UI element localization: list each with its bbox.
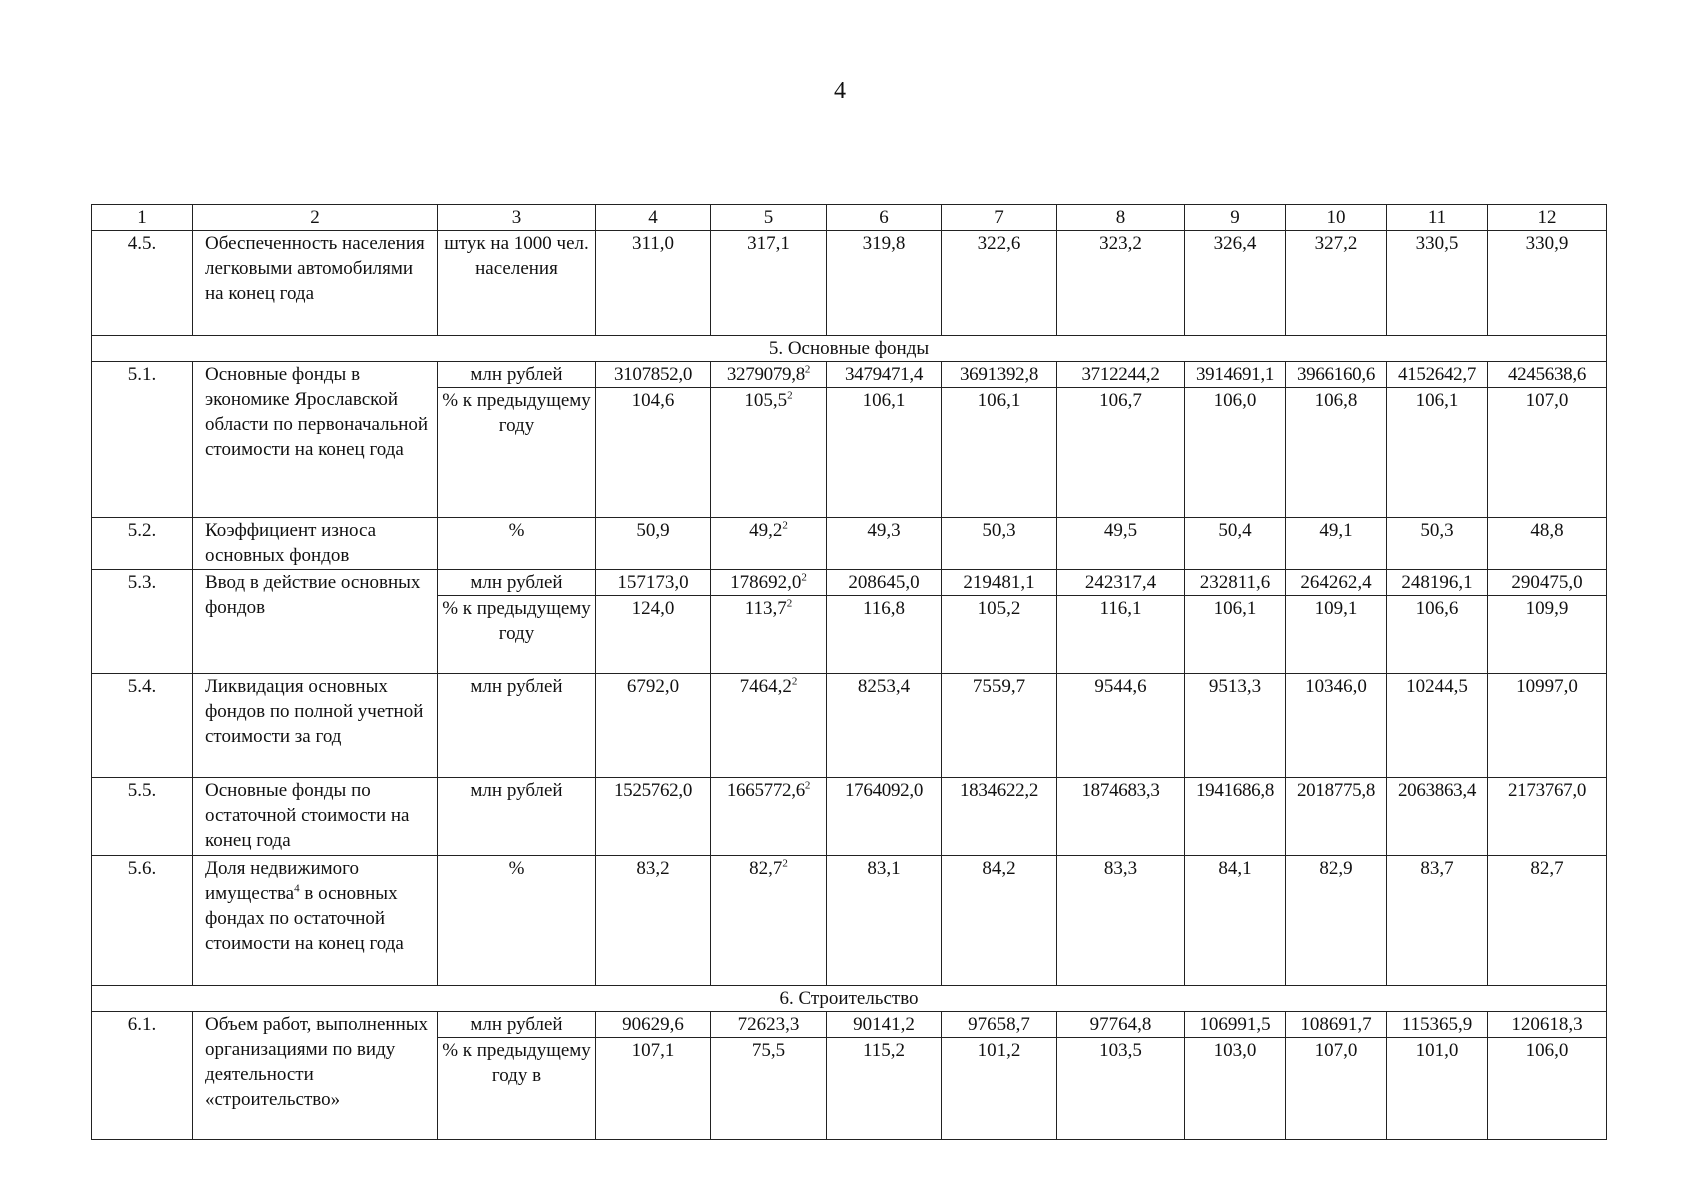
- cell-value: 49,3: [827, 518, 942, 570]
- cell-value: 106,8: [1286, 388, 1387, 518]
- row-unit: млн рублей: [438, 362, 596, 388]
- column-number: 1: [92, 205, 193, 231]
- cell-value: 3691392,8: [942, 362, 1057, 388]
- cell-value: 107,0: [1286, 1038, 1387, 1140]
- cell-value: 319,8: [827, 231, 942, 336]
- footnote-mark: 2: [782, 519, 788, 532]
- row-unit: млн рублей: [438, 778, 596, 856]
- cell-value: 83,2: [596, 856, 711, 986]
- cell-value-text: 178692,0: [730, 572, 802, 593]
- cell-value: 323,2: [1057, 231, 1185, 336]
- cell-value: 50,3: [942, 518, 1057, 570]
- row-unit: % к предыдущему году в: [438, 1038, 596, 1140]
- cell-value: 49,1: [1286, 518, 1387, 570]
- row-indicator: Коэффициент износа основных фондов: [193, 518, 438, 570]
- section-row: [92, 986, 1607, 1012]
- cell-value-text: 113,7: [744, 598, 787, 619]
- section-row: [92, 336, 1607, 362]
- column-number: 10: [1286, 205, 1387, 231]
- row-indicator: Основные фонды по остаточной стоимости на конец года: [193, 778, 438, 856]
- cell-value: 83,7: [1387, 856, 1488, 986]
- cell-value: 120618,3: [1488, 1012, 1607, 1038]
- cell-value: 104,6: [596, 388, 711, 518]
- cell-value: 49,5: [1057, 518, 1185, 570]
- cell-value: 106,0: [1488, 1038, 1607, 1140]
- cell-value: 75,5: [711, 1038, 827, 1140]
- cell-value-text: 105,5: [744, 390, 788, 411]
- cell-value: 157173,0: [596, 570, 711, 596]
- cell-value: 105,2: [942, 596, 1057, 674]
- column-number: 5: [711, 205, 827, 231]
- cell-value: [711, 856, 827, 986]
- row-code: 5.3.: [92, 570, 193, 674]
- cell-value: 106,1: [827, 388, 942, 518]
- column-number: 11: [1387, 205, 1488, 231]
- cell-value: 108691,7: [1286, 1012, 1387, 1038]
- footnote-mark: 2: [801, 571, 807, 584]
- cell-value: [711, 596, 827, 674]
- row-indicator: Ликвидация основных фондов по полной учетной стоимости за год: [193, 674, 438, 778]
- section-title: 6. Строительство: [92, 986, 1607, 1012]
- cell-value: 103,5: [1057, 1038, 1185, 1140]
- cell-value: 330,5: [1387, 231, 1488, 336]
- section-title: 5. Основные фонды: [92, 336, 1607, 362]
- cell-value: 84,2: [942, 856, 1057, 986]
- cell-value: 242317,4: [1057, 570, 1185, 596]
- cell-value: 116,1: [1057, 596, 1185, 674]
- cell-value-text: 7464,2: [739, 676, 792, 697]
- cell-value: 3479471,4: [827, 362, 942, 388]
- cell-value: 311,0: [596, 231, 711, 336]
- cell-value: 106,0: [1185, 388, 1286, 518]
- cell-value: 1834622,2: [942, 778, 1057, 856]
- cell-value: [711, 518, 827, 570]
- table-row: [92, 570, 1607, 596]
- row-unit: штук на 1000 чел. населения: [438, 231, 596, 336]
- cell-value: 97764,8: [1057, 1012, 1185, 1038]
- cell-value: 330,9: [1488, 231, 1607, 336]
- cell-value: 116,8: [827, 596, 942, 674]
- cell-value: 84,1: [1185, 856, 1286, 986]
- column-number: 9: [1185, 205, 1286, 231]
- cell-value: 90141,2: [827, 1012, 942, 1038]
- cell-value-text: 49,2: [749, 520, 783, 541]
- table-row: [92, 1012, 1607, 1038]
- cell-value: 106,7: [1057, 388, 1185, 518]
- row-indicator: [193, 856, 438, 986]
- cell-value: 82,7: [1488, 856, 1607, 986]
- cell-value: 327,2: [1286, 231, 1387, 336]
- table-row: [92, 778, 1607, 856]
- cell-value: 4245638,6: [1488, 362, 1607, 388]
- cell-value: [711, 362, 827, 388]
- table-row: [92, 856, 1607, 986]
- table-row: [92, 518, 1607, 570]
- cell-value: 264262,4: [1286, 570, 1387, 596]
- cell-value: 107,0: [1488, 388, 1607, 518]
- cell-value: 115,2: [827, 1038, 942, 1140]
- cell-value: 106,6: [1387, 596, 1488, 674]
- column-number: 8: [1057, 205, 1185, 231]
- cell-value: 106991,5: [1185, 1012, 1286, 1038]
- cell-value: 72623,3: [711, 1012, 827, 1038]
- cell-value: 8253,4: [827, 674, 942, 778]
- cell-value: 7559,7: [942, 674, 1057, 778]
- row-unit: %: [438, 518, 596, 570]
- cell-value: 3914691,1: [1185, 362, 1286, 388]
- cell-value: 1874683,3: [1057, 778, 1185, 856]
- cell-value: 50,3: [1387, 518, 1488, 570]
- cell-value: 10997,0: [1488, 674, 1607, 778]
- row-indicator: Основные фонды в экономике Ярославской области по первоначальной стоимости на конец года: [193, 362, 438, 518]
- row-code: 5.5.: [92, 778, 193, 856]
- cell-value: 3712244,2: [1057, 362, 1185, 388]
- cell-value: 10346,0: [1286, 674, 1387, 778]
- column-number: 2: [193, 205, 438, 231]
- row-unit: млн рублей: [438, 674, 596, 778]
- column-number: 12: [1488, 205, 1607, 231]
- cell-value-text: 3279079,8: [726, 364, 805, 385]
- cell-value: 50,9: [596, 518, 711, 570]
- cell-value: 83,3: [1057, 856, 1185, 986]
- footnote-mark: 4: [294, 882, 300, 895]
- cell-value: 322,6: [942, 231, 1057, 336]
- cell-value: 290475,0: [1488, 570, 1607, 596]
- cell-value: 106,1: [1387, 388, 1488, 518]
- row-code: 5.6.: [92, 856, 193, 986]
- cell-value: 1525762,0: [596, 778, 711, 856]
- cell-value: 101,0: [1387, 1038, 1488, 1140]
- cell-value: 2018775,8: [1286, 778, 1387, 856]
- column-number-row: [92, 205, 1607, 231]
- cell-value: 50,4: [1185, 518, 1286, 570]
- cell-value: 208645,0: [827, 570, 942, 596]
- cell-value: 219481,1: [942, 570, 1057, 596]
- row-unit: %: [438, 856, 596, 986]
- cell-value: 2173767,0: [1488, 778, 1607, 856]
- row-unit: млн рублей: [438, 570, 596, 596]
- table-row: [92, 674, 1607, 778]
- cell-value: 48,8: [1488, 518, 1607, 570]
- cell-value: 3107852,0: [596, 362, 711, 388]
- cell-value: 106,1: [1185, 596, 1286, 674]
- cell-value: 232811,6: [1185, 570, 1286, 596]
- column-number: 6: [827, 205, 942, 231]
- cell-value: 317,1: [711, 231, 827, 336]
- cell-value: 1941686,8: [1185, 778, 1286, 856]
- cell-value: [711, 674, 827, 778]
- cell-value: [711, 570, 827, 596]
- cell-value: 9544,6: [1057, 674, 1185, 778]
- column-number: 4: [596, 205, 711, 231]
- column-number: 7: [942, 205, 1057, 231]
- cell-value: 10244,5: [1387, 674, 1488, 778]
- cell-value: 103,0: [1185, 1038, 1286, 1140]
- cell-value: 109,9: [1488, 596, 1607, 674]
- column-number: 3: [438, 205, 596, 231]
- row-unit: % к предыдущему году: [438, 596, 596, 674]
- row-unit: % к предыдущему году: [438, 388, 596, 518]
- table-row: [92, 231, 1607, 336]
- row-code: 4.5.: [92, 231, 193, 336]
- footnote-mark: 2: [787, 389, 793, 402]
- cell-value: 109,1: [1286, 596, 1387, 674]
- cell-value: 90629,6: [596, 1012, 711, 1038]
- cell-value: [711, 778, 827, 856]
- cell-value: 1764092,0: [827, 778, 942, 856]
- cell-value-text: 82,7: [749, 858, 783, 879]
- cell-value: 2063863,4: [1387, 778, 1488, 856]
- cell-value: 82,9: [1286, 856, 1387, 986]
- cell-value: 97658,7: [942, 1012, 1057, 1038]
- cell-value: 124,0: [596, 596, 711, 674]
- row-indicator-text: в основных фондах по остаточной стоимости на конец года: [205, 883, 404, 954]
- cell-value: 3966160,6: [1286, 362, 1387, 388]
- cell-value: 6792,0: [596, 674, 711, 778]
- footnote-mark: 2: [804, 779, 811, 792]
- page-number: 4: [834, 78, 846, 104]
- row-code: 6.1.: [92, 1012, 193, 1140]
- table-row: [92, 362, 1607, 388]
- cell-value: 9513,3: [1185, 674, 1286, 778]
- footnote-mark: 2: [786, 597, 793, 610]
- statistics-table: [91, 204, 1607, 1140]
- cell-value: 326,4: [1185, 231, 1286, 336]
- row-code: 5.4.: [92, 674, 193, 778]
- row-indicator: Обеспеченность населения легковыми автомобилями на конец года: [193, 231, 438, 336]
- cell-value: 106,1: [942, 388, 1057, 518]
- row-indicator-text: Доля недвижимого имущества: [205, 858, 359, 904]
- row-code: 5.2.: [92, 518, 193, 570]
- footnote-mark: 2: [782, 857, 788, 870]
- cell-value-text: 1665772,6: [726, 780, 805, 801]
- row-unit: млн рублей: [438, 1012, 596, 1038]
- cell-value: 115365,9: [1387, 1012, 1488, 1038]
- cell-value: 107,1: [596, 1038, 711, 1140]
- cell-value: 83,1: [827, 856, 942, 986]
- row-indicator: Ввод в действие основных фондов: [193, 570, 438, 674]
- cell-value: 4152642,7: [1387, 362, 1488, 388]
- row-indicator: Объем работ, выполненных организациями по виду деятельности «строительство»: [193, 1012, 438, 1140]
- cell-value: [711, 388, 827, 518]
- footnote-mark: 2: [791, 675, 798, 688]
- row-code: 5.1.: [92, 362, 193, 518]
- footnote-mark: 2: [804, 363, 811, 376]
- cell-value: 248196,1: [1387, 570, 1488, 596]
- cell-value: 101,2: [942, 1038, 1057, 1140]
